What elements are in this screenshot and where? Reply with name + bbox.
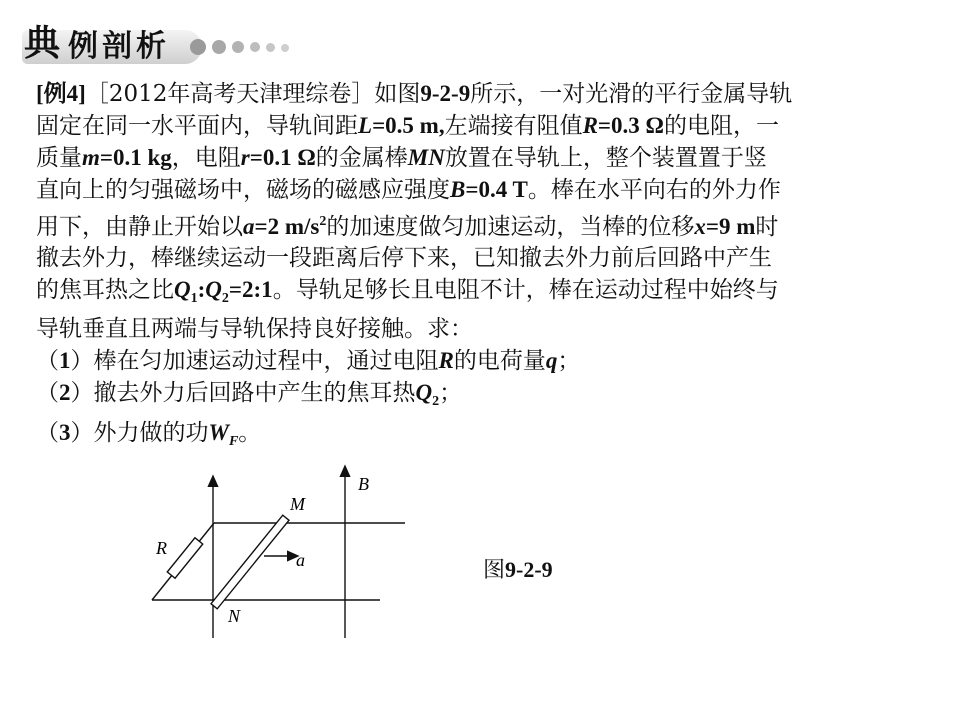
label-R: R (156, 538, 167, 558)
var-r: r (240, 145, 250, 170)
subscript: 2 (221, 291, 229, 306)
caption-number: 9-2-9 (505, 557, 553, 582)
banner-char-pou: 剖 (102, 29, 132, 64)
val-a: =2 m/s (254, 214, 320, 239)
subscript: F (228, 434, 239, 449)
label-M: M (290, 494, 305, 514)
text: 的焦耳热之比 (36, 277, 174, 303)
text: 撤去外力后回路中产生的焦耳热 (93, 380, 416, 406)
problem-line-1 (36, 78, 916, 110)
val-x: =9 m (705, 214, 756, 239)
question-number: 3 (59, 420, 71, 445)
rail-diagram (150, 460, 420, 650)
problem-line-6 (36, 243, 916, 274)
example-tag: [例4] (36, 81, 86, 106)
text: ） (70, 348, 94, 374)
var-B: B (450, 177, 466, 202)
banner-dot-5 (266, 43, 275, 52)
problem-source: ［2012年高考天津理综卷］ (85, 81, 375, 107)
subscript: 2 (432, 394, 440, 409)
text: 。导轨足够长且电阻不计，棒在运动过程中始终与 (272, 277, 779, 303)
problem-text (36, 78, 916, 457)
var-a: a (243, 214, 255, 239)
figure-caption (483, 553, 553, 584)
question-3 (36, 417, 916, 457)
var-x: x (694, 214, 706, 239)
question-2 (36, 377, 916, 417)
val-R: =0.3 Ω (597, 113, 664, 138)
text: 的加速度做匀加速运动，当棒的位移 (326, 214, 695, 240)
text: ） (70, 380, 94, 406)
banner-dot-1 (190, 39, 206, 55)
val-a-exponent: 2 (319, 214, 327, 229)
question-number: 2 (59, 380, 71, 405)
text: 的电荷量 (453, 348, 546, 374)
text: 的金属棒 (315, 145, 408, 171)
text: 用下，由静止开始以 (36, 214, 243, 240)
banner-dot-4 (250, 42, 260, 52)
problem-line-5 (36, 206, 916, 243)
text: 放置在导轨上，整个装置置于竖 (444, 145, 767, 171)
text: ； (557, 348, 581, 374)
metal-rod-MN (211, 515, 289, 609)
label-N: N (228, 606, 241, 626)
banner-char-dian: 典 (24, 22, 61, 64)
problem-line-7 (36, 274, 916, 314)
text: （ (36, 348, 59, 374)
val-B: =0.4 T (465, 177, 528, 202)
text: 时 (755, 214, 779, 240)
text: 导轨垂直且两端与导轨保持良好接触。求： (36, 316, 473, 342)
var-W: W (208, 420, 229, 445)
problem-line-2 (36, 110, 916, 142)
text: ） (70, 420, 94, 446)
problem-line-3 (36, 142, 916, 174)
text: （ (36, 380, 59, 406)
text: 撤去外力，棒继续运动一段距离后停下来，已知撤去外力前后回路中产生 (36, 245, 772, 271)
text: 外力做的功 (93, 420, 209, 446)
var-m: m (82, 145, 100, 170)
text: 的电阻，一 (663, 113, 779, 139)
problem-line-4 (36, 174, 916, 206)
val-L: =0.5 m, (372, 113, 445, 138)
question-number: 1 (59, 348, 71, 373)
subscript: 1 (190, 291, 198, 306)
var-R: R (582, 113, 598, 138)
val-r: =0.1 Ω (249, 145, 316, 170)
question-1 (36, 345, 916, 377)
text: ； (439, 380, 463, 406)
text: 左端接有阻值 (444, 113, 583, 139)
text: : (197, 277, 206, 302)
text: ，电阻 (171, 145, 241, 171)
banner-dot-6 (281, 44, 289, 52)
text: 质量 (36, 145, 82, 171)
section-banner (22, 22, 312, 72)
text: （ (36, 420, 59, 446)
var-L: L (358, 113, 373, 138)
var-R: R (438, 348, 454, 373)
text: 固定在同一水平面内，导轨间距 (36, 113, 358, 139)
banner-dot-3 (232, 41, 244, 53)
val-m: =0.1 kg (99, 145, 172, 170)
banner-char-xi: 析 (136, 29, 166, 64)
text: 。 (238, 420, 262, 446)
var-MN: MN (407, 145, 445, 170)
label-B: B (358, 474, 369, 494)
val-ratio: =2:1 (228, 277, 273, 302)
var-Q1: Q (174, 277, 191, 302)
label-a: a (296, 550, 305, 570)
banner-dot-2 (212, 40, 226, 54)
text: 棒在匀加速运动过程中，通过电阻 (93, 348, 439, 374)
banner-char-li: 例 (68, 29, 98, 64)
resistor (167, 538, 202, 578)
text: 所示，一对光滑的平行金属导轨 (470, 81, 793, 107)
problem-line-8 (36, 314, 916, 345)
text: 直向上的匀强磁场中，磁场的磁感应强度 (36, 177, 450, 203)
text: 如图 (374, 81, 421, 107)
text: 。棒在水平向右的外力作 (527, 177, 781, 203)
figure-ref: 9-2-9 (420, 81, 471, 106)
var-q: q (545, 348, 558, 373)
var-Q2: Q (415, 380, 433, 405)
var-Q2: Q (205, 277, 222, 302)
caption-prefix: 图 (483, 558, 506, 583)
